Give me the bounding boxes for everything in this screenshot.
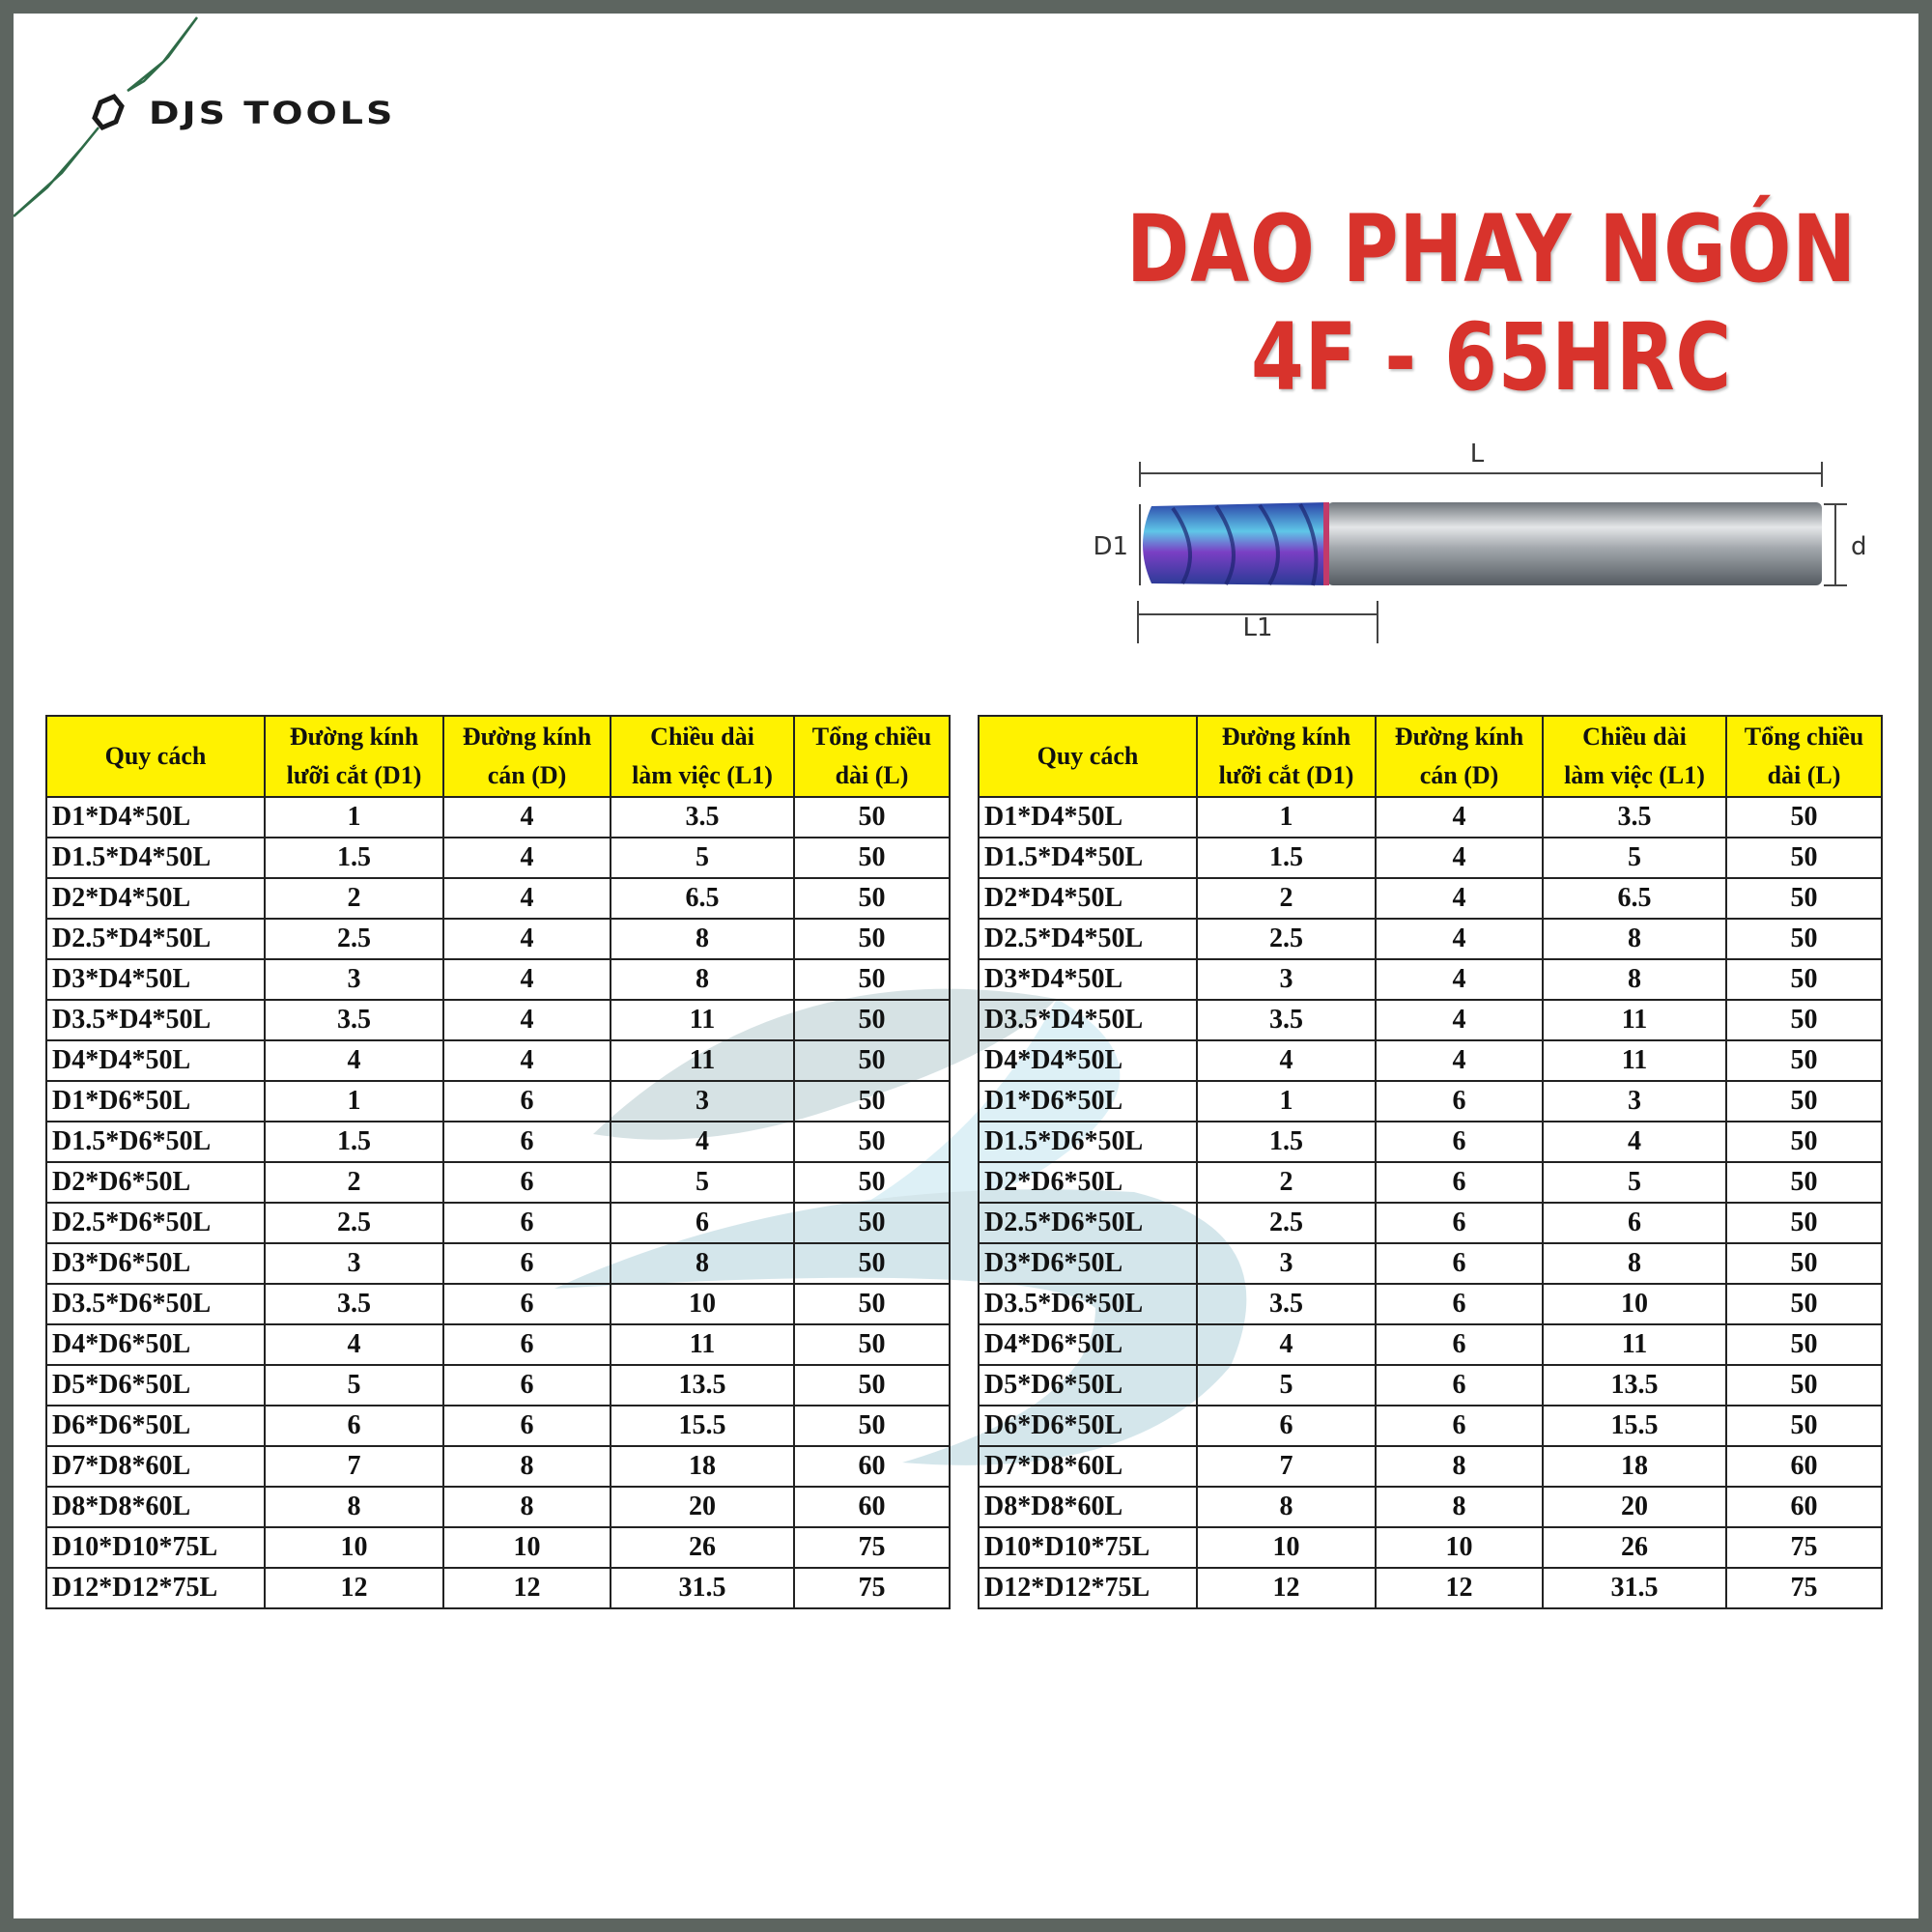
cell-spec: D3*D4*50L bbox=[46, 959, 265, 1000]
cell-cut-diameter: 1 bbox=[1197, 797, 1376, 838]
cell-cut-diameter: 4 bbox=[1197, 1040, 1376, 1081]
cell-cut-diameter: 10 bbox=[265, 1527, 443, 1568]
cell-spec: D3*D6*50L bbox=[979, 1243, 1197, 1284]
cell-total-length: 50 bbox=[1726, 797, 1882, 838]
cell-shank-diameter: 12 bbox=[1376, 1568, 1543, 1608]
cell-total-length: 50 bbox=[1726, 1243, 1882, 1284]
cell-total-length: 60 bbox=[1726, 1446, 1882, 1487]
table-body bbox=[979, 797, 1882, 1608]
cell-total-length: 60 bbox=[1726, 1487, 1882, 1527]
cell-spec: D2*D4*50L bbox=[979, 878, 1197, 919]
cell-shank-diameter: 4 bbox=[1376, 1000, 1543, 1040]
cell-total-length: 50 bbox=[1726, 1284, 1882, 1324]
cell-cut-diameter: 2.5 bbox=[265, 1203, 443, 1243]
cell-shank-diameter: 8 bbox=[443, 1487, 611, 1527]
table-row bbox=[46, 1406, 950, 1446]
cell-cut-length: 8 bbox=[1543, 1243, 1726, 1284]
table-row bbox=[46, 1040, 950, 1081]
cell-spec: D3*D4*50L bbox=[979, 959, 1197, 1000]
cell-total-length: 60 bbox=[794, 1446, 950, 1487]
header-cut-length: Chiều dài làm việc (L1) bbox=[611, 716, 794, 797]
cell-cut-diameter: 7 bbox=[265, 1446, 443, 1487]
table-row bbox=[979, 1243, 1882, 1284]
cell-spec: D5*D6*50L bbox=[979, 1365, 1197, 1406]
spec-table-left bbox=[45, 715, 951, 1609]
cell-shank-diameter: 4 bbox=[1376, 959, 1543, 1000]
cell-shank-diameter: 4 bbox=[443, 919, 611, 959]
cell-cut-length: 26 bbox=[611, 1527, 794, 1568]
cell-cut-length: 13.5 bbox=[1543, 1365, 1726, 1406]
cell-shank-diameter: 6 bbox=[443, 1203, 611, 1243]
cell-shank-diameter: 6 bbox=[443, 1365, 611, 1406]
cell-total-length: 50 bbox=[794, 959, 950, 1000]
cutting-flutes bbox=[1143, 502, 1327, 585]
table-row bbox=[46, 1446, 950, 1487]
cell-spec: D12*D12*75L bbox=[46, 1568, 265, 1608]
table-row bbox=[979, 1568, 1882, 1608]
cell-cut-length: 6 bbox=[1543, 1203, 1726, 1243]
cell-total-length: 50 bbox=[1726, 1406, 1882, 1446]
cell-cut-length: 3.5 bbox=[611, 797, 794, 838]
cell-cut-length: 13.5 bbox=[611, 1365, 794, 1406]
cell-cut-length: 11 bbox=[611, 1040, 794, 1081]
cell-cut-diameter: 3.5 bbox=[265, 1000, 443, 1040]
cell-shank-diameter: 6 bbox=[1376, 1243, 1543, 1284]
shank bbox=[1327, 502, 1822, 585]
cell-cut-diameter: 3 bbox=[1197, 1243, 1376, 1284]
cell-spec: D8*D8*60L bbox=[979, 1487, 1197, 1527]
cell-spec: D10*D10*75L bbox=[46, 1527, 265, 1568]
cell-cut-length: 5 bbox=[1543, 1162, 1726, 1203]
cell-cut-diameter: 6 bbox=[1197, 1406, 1376, 1446]
cell-cut-diameter: 12 bbox=[265, 1568, 443, 1608]
cell-shank-diameter: 6 bbox=[1376, 1203, 1543, 1243]
cell-cut-length: 20 bbox=[611, 1487, 794, 1527]
cell-shank-diameter: 4 bbox=[443, 1040, 611, 1081]
cell-cut-diameter: 6 bbox=[265, 1406, 443, 1446]
cell-total-length: 50 bbox=[794, 1122, 950, 1162]
cell-cut-length: 6.5 bbox=[1543, 878, 1726, 919]
cell-shank-diameter: 6 bbox=[1376, 1081, 1543, 1122]
table-row bbox=[979, 919, 1882, 959]
header-spec: Quy cách bbox=[979, 716, 1197, 797]
cell-cut-diameter: 2.5 bbox=[1197, 919, 1376, 959]
cell-cut-diameter: 2 bbox=[1197, 878, 1376, 919]
cell-total-length: 50 bbox=[1726, 878, 1882, 919]
cell-spec: D3.5*D4*50L bbox=[46, 1000, 265, 1040]
cell-cut-diameter: 5 bbox=[1197, 1365, 1376, 1406]
cell-cut-diameter: 2 bbox=[265, 1162, 443, 1203]
page-title bbox=[1120, 195, 1864, 412]
cell-total-length: 50 bbox=[1726, 1000, 1882, 1040]
header-total-length: Tổng chiều dài (L) bbox=[794, 716, 950, 797]
cell-cut-diameter: 1.5 bbox=[265, 838, 443, 878]
cell-cut-length: 31.5 bbox=[611, 1568, 794, 1608]
cell-shank-diameter: 4 bbox=[1376, 797, 1543, 838]
table-row bbox=[46, 1324, 950, 1365]
table-row bbox=[979, 878, 1882, 919]
cell-cut-length: 11 bbox=[1543, 1040, 1726, 1081]
cell-cut-length: 6 bbox=[611, 1203, 794, 1243]
table-row bbox=[979, 1527, 1882, 1568]
cell-total-length: 50 bbox=[794, 1081, 950, 1122]
cell-spec: D1*D6*50L bbox=[46, 1081, 265, 1122]
cell-spec: D12*D12*75L bbox=[979, 1568, 1197, 1608]
cell-spec: D4*D6*50L bbox=[979, 1324, 1197, 1365]
cell-spec: D6*D6*50L bbox=[46, 1406, 265, 1446]
table-row bbox=[46, 1527, 950, 1568]
cell-shank-diameter: 6 bbox=[1376, 1406, 1543, 1446]
cell-cut-diameter: 1 bbox=[265, 797, 443, 838]
cell-total-length: 50 bbox=[1726, 919, 1882, 959]
cell-cut-length: 15.5 bbox=[611, 1406, 794, 1446]
cell-shank-diameter: 6 bbox=[1376, 1365, 1543, 1406]
cell-shank-diameter: 4 bbox=[1376, 919, 1543, 959]
cell-cut-length: 8 bbox=[611, 1243, 794, 1284]
cell-shank-diameter: 4 bbox=[1376, 838, 1543, 878]
cell-spec: D2.5*D6*50L bbox=[979, 1203, 1197, 1243]
cell-spec: D2.5*D4*50L bbox=[46, 919, 265, 959]
cell-total-length: 50 bbox=[794, 838, 950, 878]
table-row bbox=[46, 1000, 950, 1040]
cell-total-length: 50 bbox=[794, 919, 950, 959]
table-row bbox=[979, 1365, 1882, 1406]
header-total-length: Tổng chiều dài (L) bbox=[1726, 716, 1882, 797]
cell-spec: D2*D4*50L bbox=[46, 878, 265, 919]
cell-cut-length: 26 bbox=[1543, 1527, 1726, 1568]
table-row bbox=[46, 1203, 950, 1243]
cell-cut-diameter: 2.5 bbox=[1197, 1203, 1376, 1243]
cell-spec: D8*D8*60L bbox=[46, 1487, 265, 1527]
cell-total-length: 75 bbox=[794, 1568, 950, 1608]
spec-table-right bbox=[978, 715, 1883, 1609]
table-row bbox=[46, 959, 950, 1000]
cell-cut-length: 31.5 bbox=[1543, 1568, 1726, 1608]
cell-spec: D10*D10*75L bbox=[979, 1527, 1197, 1568]
cell-cut-diameter: 1.5 bbox=[1197, 1122, 1376, 1162]
cell-cut-diameter: 2 bbox=[1197, 1162, 1376, 1203]
cell-shank-diameter: 4 bbox=[1376, 878, 1543, 919]
cell-total-length: 50 bbox=[1726, 1081, 1882, 1122]
cell-total-length: 50 bbox=[794, 1243, 950, 1284]
cell-total-length: 50 bbox=[794, 1284, 950, 1324]
cell-cut-diameter: 4 bbox=[1197, 1324, 1376, 1365]
cell-cut-length: 11 bbox=[1543, 1000, 1726, 1040]
table-row bbox=[979, 1122, 1882, 1162]
cell-shank-diameter: 4 bbox=[443, 1000, 611, 1040]
cell-spec: D1*D4*50L bbox=[46, 797, 265, 838]
label-shank-diameter: d bbox=[1851, 532, 1867, 561]
table-row bbox=[979, 1081, 1882, 1122]
cell-shank-diameter: 12 bbox=[443, 1568, 611, 1608]
cell-shank-diameter: 6 bbox=[1376, 1162, 1543, 1203]
cell-cut-length: 8 bbox=[611, 919, 794, 959]
cell-total-length: 75 bbox=[1726, 1527, 1882, 1568]
title-line-2: 4F - 65HRC bbox=[1250, 303, 1733, 412]
cell-cut-length: 3 bbox=[1543, 1081, 1726, 1122]
cell-cut-diameter: 3 bbox=[1197, 959, 1376, 1000]
label-total-length: L bbox=[1469, 440, 1485, 469]
cell-total-length: 60 bbox=[794, 1487, 950, 1527]
table-row bbox=[46, 1365, 950, 1406]
table-row bbox=[46, 1568, 950, 1608]
cell-spec: D4*D6*50L bbox=[46, 1324, 265, 1365]
cell-cut-length: 10 bbox=[611, 1284, 794, 1324]
cell-cut-diameter: 1 bbox=[265, 1081, 443, 1122]
cell-shank-diameter: 6 bbox=[443, 1162, 611, 1203]
cell-cut-diameter: 8 bbox=[1197, 1487, 1376, 1527]
cell-shank-diameter: 8 bbox=[1376, 1487, 1543, 1527]
table-row bbox=[979, 1406, 1882, 1446]
cell-total-length: 50 bbox=[1726, 959, 1882, 1000]
title-line-1: DAO PHAY NGÓN bbox=[1126, 195, 1857, 303]
table-row bbox=[979, 1203, 1882, 1243]
label-cut-length: L1 bbox=[1242, 613, 1273, 642]
table-row bbox=[46, 797, 950, 838]
table-row bbox=[46, 838, 950, 878]
cell-total-length: 50 bbox=[794, 1000, 950, 1040]
cell-cut-diameter: 5 bbox=[265, 1365, 443, 1406]
cell-cut-length: 3 bbox=[611, 1081, 794, 1122]
cell-spec: D1.5*D6*50L bbox=[979, 1122, 1197, 1162]
cell-total-length: 50 bbox=[794, 878, 950, 919]
cell-shank-diameter: 8 bbox=[1376, 1446, 1543, 1487]
cell-cut-diameter: 1 bbox=[1197, 1081, 1376, 1122]
cell-total-length: 50 bbox=[794, 1040, 950, 1081]
table-row bbox=[46, 1081, 950, 1122]
cell-spec: D1.5*D4*50L bbox=[979, 838, 1197, 878]
cell-total-length: 50 bbox=[1726, 1203, 1882, 1243]
cell-total-length: 50 bbox=[794, 1162, 950, 1203]
cell-cut-length: 20 bbox=[1543, 1487, 1726, 1527]
table-row bbox=[979, 1487, 1882, 1527]
header-cut-diameter: Đường kính lưỡi cắt (D1) bbox=[1197, 716, 1376, 797]
table-row bbox=[979, 1040, 1882, 1081]
cell-shank-diameter: 4 bbox=[443, 838, 611, 878]
cell-cut-length: 5 bbox=[611, 1162, 794, 1203]
cell-cut-length: 4 bbox=[611, 1122, 794, 1162]
table-header-row bbox=[979, 716, 1882, 797]
cell-cut-diameter: 4 bbox=[265, 1324, 443, 1365]
cell-shank-diameter: 8 bbox=[443, 1446, 611, 1487]
table-row bbox=[979, 838, 1882, 878]
cell-spec: D3*D6*50L bbox=[46, 1243, 265, 1284]
cell-cut-length: 3.5 bbox=[1543, 797, 1726, 838]
cell-spec: D3.5*D6*50L bbox=[979, 1284, 1197, 1324]
cell-shank-diameter: 6 bbox=[443, 1122, 611, 1162]
table-row bbox=[46, 1487, 950, 1527]
cell-cut-diameter: 2.5 bbox=[265, 919, 443, 959]
cell-shank-diameter: 6 bbox=[1376, 1324, 1543, 1365]
cell-cut-length: 18 bbox=[611, 1446, 794, 1487]
cell-cut-length: 8 bbox=[1543, 919, 1726, 959]
cell-cut-length: 10 bbox=[1543, 1284, 1726, 1324]
cell-cut-length: 11 bbox=[611, 1000, 794, 1040]
brand-name: DJS TOOLS bbox=[149, 95, 396, 131]
cell-spec: D2.5*D4*50L bbox=[979, 919, 1197, 959]
cell-cut-length: 5 bbox=[611, 838, 794, 878]
cell-total-length: 50 bbox=[794, 1365, 950, 1406]
table-row bbox=[979, 1000, 1882, 1040]
table-row bbox=[979, 1284, 1882, 1324]
table-row bbox=[979, 959, 1882, 1000]
cell-total-length: 50 bbox=[1726, 1365, 1882, 1406]
cell-shank-diameter: 4 bbox=[1376, 1040, 1543, 1081]
cell-cut-diameter: 12 bbox=[1197, 1568, 1376, 1608]
table-row bbox=[979, 1324, 1882, 1365]
cell-total-length: 75 bbox=[1726, 1568, 1882, 1608]
cell-total-length: 50 bbox=[1726, 1162, 1882, 1203]
cell-cut-diameter: 1.5 bbox=[265, 1122, 443, 1162]
header-shank-diameter: Đường kính cán (D) bbox=[1376, 716, 1543, 797]
cell-cut-length: 18 bbox=[1543, 1446, 1726, 1487]
cell-shank-diameter: 4 bbox=[443, 878, 611, 919]
cell-spec: D7*D8*60L bbox=[46, 1446, 265, 1487]
table-row bbox=[46, 1284, 950, 1324]
cell-total-length: 50 bbox=[1726, 1122, 1882, 1162]
header-spec: Quy cách bbox=[46, 716, 265, 797]
cell-spec: D3.5*D4*50L bbox=[979, 1000, 1197, 1040]
table-row bbox=[979, 797, 1882, 838]
cell-cut-diameter: 3.5 bbox=[265, 1284, 443, 1324]
cell-shank-diameter: 6 bbox=[443, 1243, 611, 1284]
cell-total-length: 50 bbox=[794, 1406, 950, 1446]
cell-total-length: 50 bbox=[1726, 838, 1882, 878]
cell-cut-diameter: 1.5 bbox=[1197, 838, 1376, 878]
cell-shank-diameter: 6 bbox=[443, 1324, 611, 1365]
table-row bbox=[46, 1243, 950, 1284]
label-cut-diameter: D1 bbox=[1093, 532, 1128, 561]
table-row bbox=[979, 1162, 1882, 1203]
cell-spec: D1.5*D6*50L bbox=[46, 1122, 265, 1162]
cell-spec: D3.5*D6*50L bbox=[46, 1284, 265, 1324]
cell-total-length: 50 bbox=[794, 1203, 950, 1243]
cell-spec: D1.5*D4*50L bbox=[46, 838, 265, 878]
cell-cut-length: 8 bbox=[1543, 959, 1726, 1000]
cell-cut-diameter: 3 bbox=[265, 959, 443, 1000]
cell-spec: D5*D6*50L bbox=[46, 1365, 265, 1406]
cell-shank-diameter: 6 bbox=[1376, 1122, 1543, 1162]
cell-total-length: 75 bbox=[794, 1527, 950, 1568]
cell-shank-diameter: 4 bbox=[443, 959, 611, 1000]
cell-cut-diameter: 10 bbox=[1197, 1527, 1376, 1568]
cell-cut-length: 5 bbox=[1543, 838, 1726, 878]
table-row bbox=[46, 1162, 950, 1203]
cell-total-length: 50 bbox=[794, 797, 950, 838]
cell-cut-length: 4 bbox=[1543, 1122, 1726, 1162]
cell-cut-length: 15.5 bbox=[1543, 1406, 1726, 1446]
cell-cut-diameter: 3.5 bbox=[1197, 1000, 1376, 1040]
cell-cut-diameter: 8 bbox=[265, 1487, 443, 1527]
cell-total-length: 50 bbox=[1726, 1324, 1882, 1365]
cell-shank-diameter: 6 bbox=[443, 1081, 611, 1122]
cell-cut-length: 11 bbox=[611, 1324, 794, 1365]
product-sheet bbox=[14, 14, 1918, 1918]
table-header-row bbox=[46, 716, 950, 797]
cell-cut-diameter: 2 bbox=[265, 878, 443, 919]
end-mill-diagram bbox=[1037, 429, 1888, 661]
cell-spec: D4*D4*50L bbox=[979, 1040, 1197, 1081]
header-cut-diameter: Đường kính lưỡi cắt (D1) bbox=[265, 716, 443, 797]
cell-cut-diameter: 4 bbox=[265, 1040, 443, 1081]
cell-shank-diameter: 10 bbox=[1376, 1527, 1543, 1568]
cell-spec: D7*D8*60L bbox=[979, 1446, 1197, 1487]
cell-spec: D2.5*D6*50L bbox=[46, 1203, 265, 1243]
cell-cut-diameter: 3.5 bbox=[1197, 1284, 1376, 1324]
cell-shank-diameter: 6 bbox=[443, 1284, 611, 1324]
cell-cut-diameter: 3 bbox=[265, 1243, 443, 1284]
header-cut-length: Chiều dài làm việc (L1) bbox=[1543, 716, 1726, 797]
table-body bbox=[46, 797, 950, 1608]
cell-total-length: 50 bbox=[1726, 1040, 1882, 1081]
cell-spec: D2*D6*50L bbox=[46, 1162, 265, 1203]
cell-total-length: 50 bbox=[794, 1324, 950, 1365]
cell-shank-diameter: 6 bbox=[1376, 1284, 1543, 1324]
cell-cut-length: 11 bbox=[1543, 1324, 1726, 1365]
cell-shank-diameter: 6 bbox=[443, 1406, 611, 1446]
cell-spec: D1*D4*50L bbox=[979, 797, 1197, 838]
cell-spec: D4*D4*50L bbox=[46, 1040, 265, 1081]
table-row bbox=[979, 1446, 1882, 1487]
cell-spec: D6*D6*50L bbox=[979, 1406, 1197, 1446]
cell-spec: D2*D6*50L bbox=[979, 1162, 1197, 1203]
cell-cut-length: 6.5 bbox=[611, 878, 794, 919]
cell-cut-length: 8 bbox=[611, 959, 794, 1000]
cell-shank-diameter: 4 bbox=[443, 797, 611, 838]
cell-shank-diameter: 10 bbox=[443, 1527, 611, 1568]
cell-spec: D1*D6*50L bbox=[979, 1081, 1197, 1122]
table-row bbox=[46, 1122, 950, 1162]
table-row bbox=[46, 919, 950, 959]
cell-cut-diameter: 7 bbox=[1197, 1446, 1376, 1487]
table-row bbox=[46, 878, 950, 919]
header-shank-diameter: Đường kính cán (D) bbox=[443, 716, 611, 797]
